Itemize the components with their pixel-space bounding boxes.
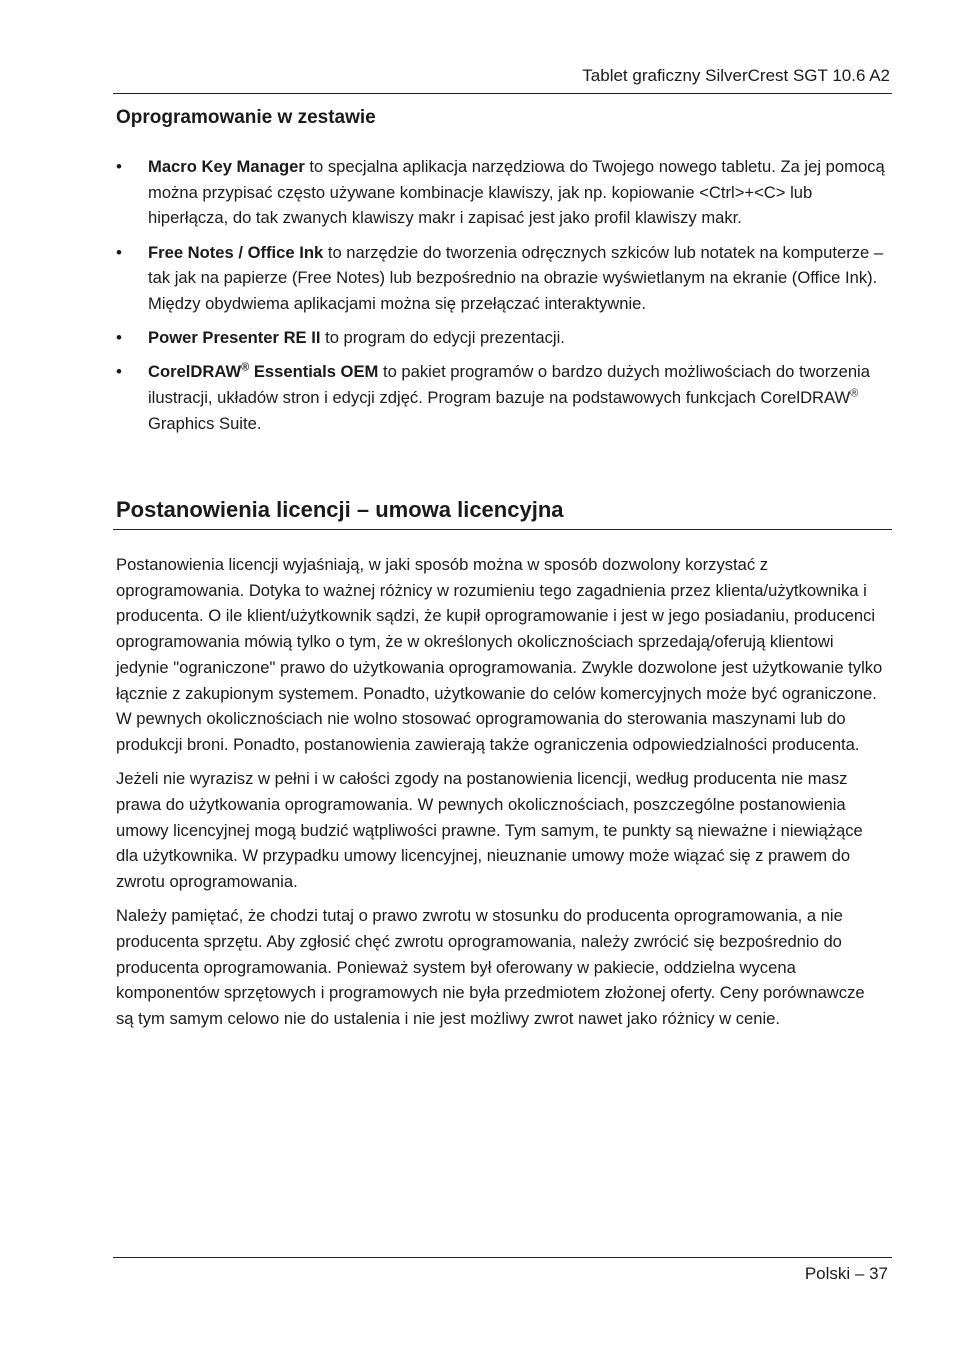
license-text <box>116 552 886 1040</box>
registered-mark: ® <box>850 387 859 400</box>
list-item <box>116 325 886 351</box>
section-rule <box>113 529 892 530</box>
page-footer: Polski – 37 <box>804 1264 888 1283</box>
list-item-term: Macro Key Manager <box>148 157 305 176</box>
registered-mark: ® <box>241 361 250 374</box>
header-rule <box>113 93 892 94</box>
running-header: Tablet graficzny SilverCrest SGT 10.6 A2 <box>582 66 890 85</box>
list-item-text: to program do edycji prezentacji. <box>320 328 565 348</box>
section-heading-software: Oprogramowanie w zestawie <box>116 107 376 128</box>
list-item-term: Essentials OEM <box>249 362 379 382</box>
list-item-term: CorelDRAW <box>148 362 242 382</box>
list-item-term: Power Presenter RE II <box>148 328 321 348</box>
list-item-text: Graphics Suite. <box>148 413 262 433</box>
list-item <box>116 240 886 317</box>
paragraph: Należy pamiętać, że chodzi tutaj o prawo zwrotu w stosunku do producenta oprogramowania, a nie producenta sprzętu. Aby zgłosić chęć zwrotu oprogramowania, należy zwrócić się bezpośrednio do producenta oprogramowania. Ponieważ system był oferowany w pakiecie, oddzielna wycena komponentów sprzętowych i programowych nie była przedmiotem złożonej oferty. Ceny porównawcze są tym samym celowo nie do ustalenia i nie jest możliwy zwrot nawet jako różnicy w cenie. <box>116 906 865 1028</box>
footer-rule <box>113 1257 892 1258</box>
list-item-text: to specjalna aplikacja narzędziowa do Twojego nowego tabletu. Za jej pomocą można przypisać często używane kombinacje klawiszy, jak np. kopiowanie <Ctrl>+<C> lub hiperłącza, do tak zwanych klawiszy makr i zapisać jest jako profil klawiszy makr. <box>148 157 885 228</box>
list-item <box>116 154 886 231</box>
list-item-term: Free Notes / Office Ink <box>148 242 324 262</box>
paragraph: Postanowienia licencji wyjaśniają, w jaki sposób można w sposób dozwolony korzystać z oprogramowania. Dotyka to ważnej różnicy w rozumieniu tego zagadnienia przez klienta/użytkownika i producenta. O ile klient/użytkownik sądzi, że kupił oprogramowanie i jest w jego posiadaniu, producenci oprogramowania mówią tylko o tym, że w określonych okolicznościach sprzedają/oferują klientowi jedynie "ograniczone" prawo do użytkowania oprogramowania. Zwykle dozwolone jest użytkowanie tylko łącznie z zakupionym systemem. Ponadto, użytkowanie do celów komercyjnych może być ograniczone. W pewnych okolicznościach nie wolno stosować oprogramowania do sterowania maszynami lub do produkcji broni. Ponadto, postanowienia zawierają także ograniczenia odpowiedzialności producenta. <box>116 555 883 754</box>
paragraph: Jeżeli nie wyrazisz w pełni i w całości zgody na postanowienia licencji, według producenta nie masz prawa do użytkowania oprogramowania. W pewnych okolicznościach, poszczególne postanowienia umowy licencyjnej mogą budzić wątpliwości prawne. Tym samym, te punkty są nieważne i niewiążące dla użytkownika. W przypadku umowy licencyjnej, nieuznanie umowy może wiązać się z prawem do zwrotu oprogramowania. <box>116 769 863 891</box>
software-list <box>116 154 886 445</box>
list-item <box>116 359 886 436</box>
list-item-text: to pakiet programów o bardzo dużych możliwościach do tworzenia ilustracji, układów stron i edycji zdjęć. Program bazuje na podstawowych funkcjach CorelDRAW <box>148 362 870 408</box>
list-item-text: to narzędzie do tworzenia odręcznych szkiców lub notatek na komputerze – tak jak na papierze (Free Notes) lub bezpośrednio na obrazie wyświetlanym na ekranie (Office Ink). Między obydwiema aplikacjami można się przełączać interaktywnie. <box>148 242 884 314</box>
section-heading-license: Postanowienia licencji – umowa licencyjna <box>116 497 564 522</box>
